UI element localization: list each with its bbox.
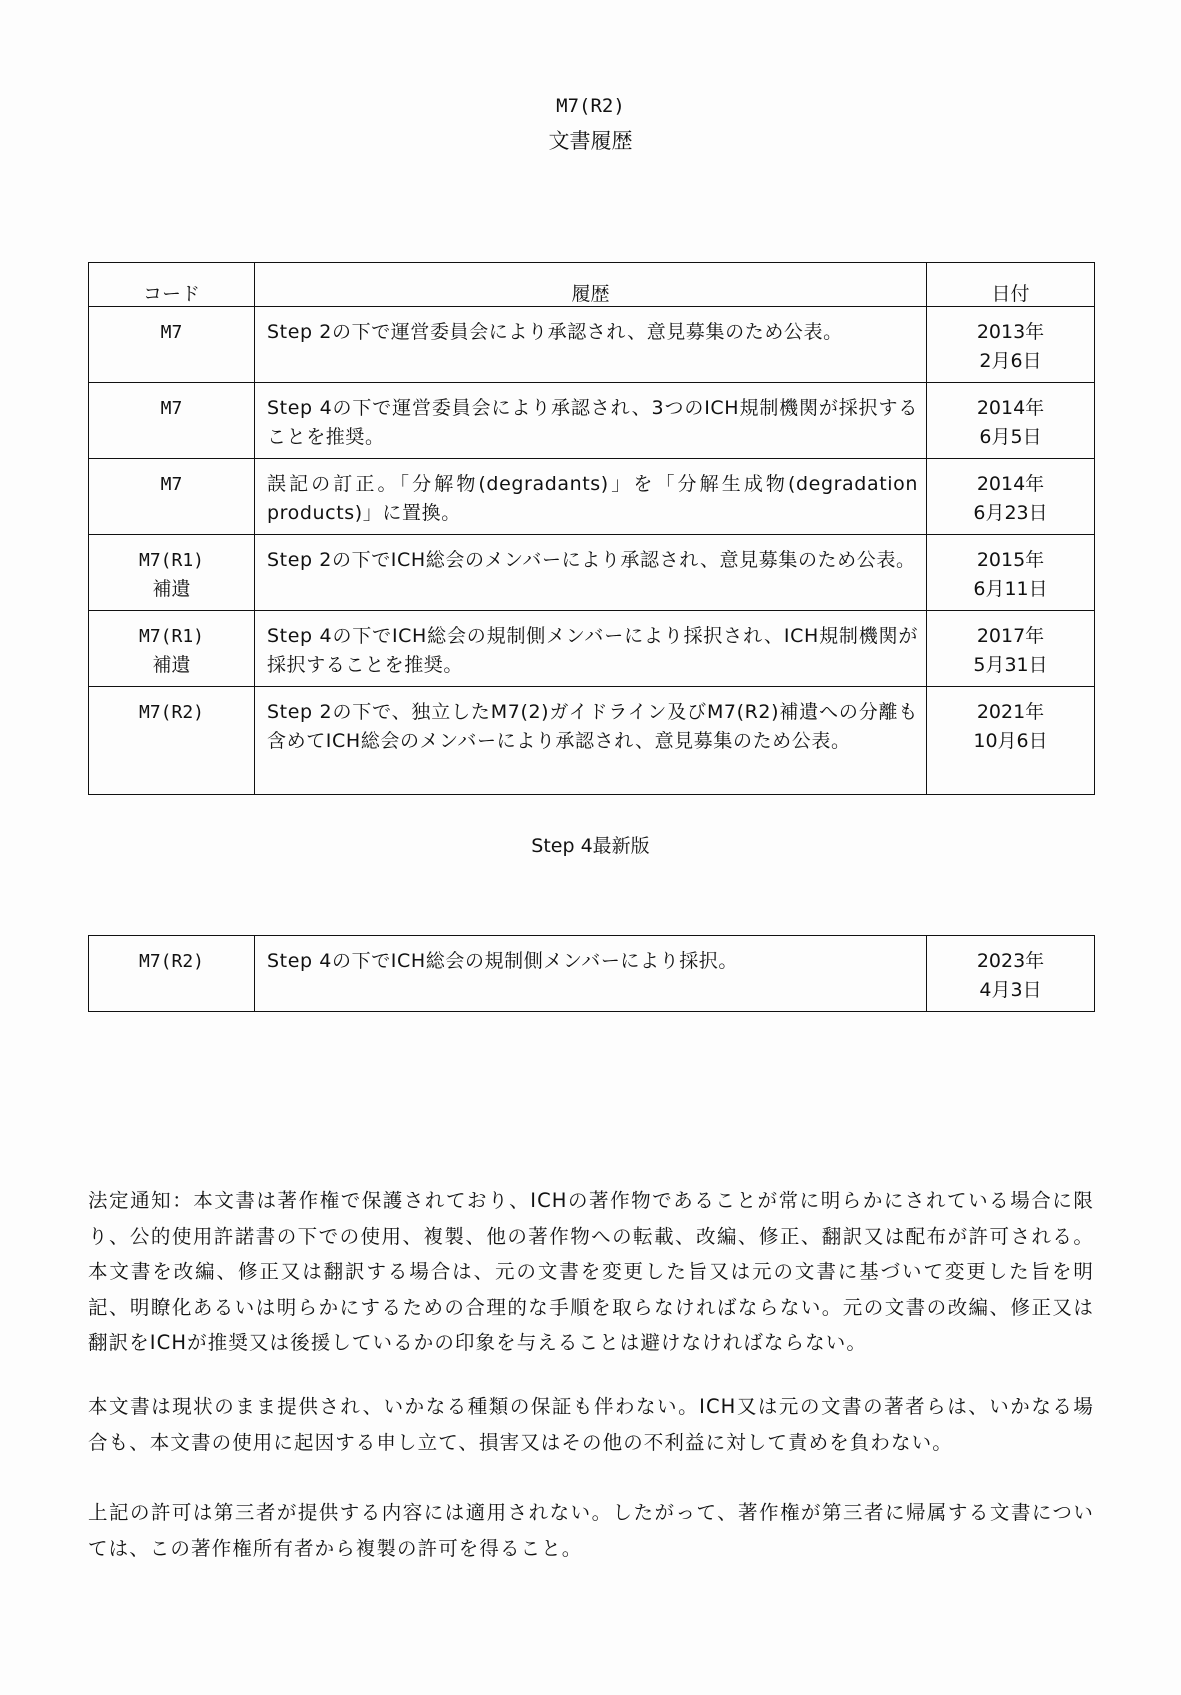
- row-date: [927, 687, 1095, 795]
- latest-version-table: [88, 935, 1095, 1012]
- row-code: [89, 611, 255, 687]
- table-row: [89, 611, 1095, 687]
- code-label: M7: [160, 398, 183, 419]
- row-code: [89, 307, 255, 383]
- code-label: M7(R2): [138, 951, 205, 972]
- latest-version-label: Step 4最新版: [531, 835, 650, 857]
- header-history: 履歴: [255, 263, 927, 307]
- code-label: M7(R2): [138, 702, 205, 723]
- row-history: 誤記の訂正。「分解物(degradants)」を「分解生成物(degradation products)」に置換。: [255, 459, 927, 535]
- row-date: [927, 459, 1095, 535]
- table-row: [89, 383, 1095, 459]
- row-code: [89, 936, 255, 1012]
- table-row: [89, 936, 1095, 1012]
- row-history: Step 4の下でICH総会の規制側メンバーにより採択され、ICH規制機関が採択することを推奨。: [255, 611, 927, 687]
- date-year: 2013年: [976, 321, 1045, 343]
- date-day: 6月23日: [973, 502, 1048, 524]
- date-day: 10月6日: [973, 730, 1048, 752]
- date-year: 2021年: [976, 701, 1045, 723]
- date-year: 2023年: [976, 950, 1045, 972]
- date-day: 6月11日: [973, 578, 1048, 600]
- row-history: Step 2の下でICH総会のメンバーにより承認され、意見募集のため公表。: [255, 535, 927, 611]
- row-date: [927, 535, 1095, 611]
- date-day: 2月6日: [979, 350, 1042, 372]
- date-year: 2014年: [976, 397, 1045, 419]
- code-label: M7(R1): [138, 626, 205, 647]
- code-label: M7: [160, 474, 183, 495]
- code-label: M7: [160, 322, 183, 343]
- row-code: [89, 383, 255, 459]
- date-day: 5月31日: [973, 654, 1048, 676]
- history-table: [88, 262, 1095, 795]
- row-code: [89, 687, 255, 795]
- date-year: 2014年: [976, 473, 1045, 495]
- row-date: [927, 936, 1095, 1012]
- row-date: [927, 611, 1095, 687]
- row-code: [89, 535, 255, 611]
- row-code: [89, 459, 255, 535]
- code-label: M7(R1): [138, 550, 205, 571]
- header-code: コード: [89, 263, 255, 307]
- row-date: [927, 307, 1095, 383]
- row-history: Step 2の下で運営委員会により承認され、意見募集のため公表。: [255, 307, 927, 383]
- table-row: [89, 459, 1095, 535]
- disclaimer-paragraph: 本文書は現状のまま提供され、いかなる種類の保証も伴わない。ICH又は元の文書の著者らは、いかなる場合も、本文書の使用に起因する申し立て、損害又はその他の不利益に対して責めを負わない。: [88, 1395, 1094, 1454]
- row-history: Step 4の下で運営委員会により承認され、3つのICH規制機関が採択することを推奨。: [255, 383, 927, 459]
- table-row: [89, 687, 1095, 795]
- document-title: 文書履歴: [548, 129, 633, 153]
- header-date: 日付: [927, 263, 1095, 307]
- date-day: 6月5日: [979, 426, 1042, 448]
- table-header-row: [89, 263, 1095, 307]
- date-day: 4月3日: [979, 979, 1042, 1001]
- row-date: [927, 383, 1095, 459]
- third-party-paragraph: 上記の許可は第三者が提供する内容には適用されない。したがって、著作権が第三者に帰属する文書については、この著作権所有者から複製の許可を得ること。: [88, 1501, 1094, 1560]
- row-history: Step 4の下でICH総会の規制側メンバーにより採択。: [255, 936, 927, 1012]
- table-row: [89, 307, 1095, 383]
- row-history: Step 2の下で、独立したM7(2)ガイドライン及びM7(R2)補遺への分離も含めてICH総会のメンバーにより承認され、意見募集のため公表。: [255, 687, 927, 795]
- date-year: 2015年: [976, 549, 1045, 571]
- document-code: M7(R2): [556, 95, 625, 117]
- legal-notice-paragraph: 法定通知：本文書は著作権で保護されており、ICHの著作物であることが常に明らかにされている場合に限り、公的使用許諾書の下での使用、複製、他の著作物への転載、改編、修正、翻訳又は配布が許可される。本文書を改編、修正又は翻訳する場合は、元の文書を変更した旨又は元の文書に基づいて変更した旨を明記、明瞭化あるいは明らかにするための合理的な手順を取らなければならない。元の文書の改編、修正又は翻訳をICHが推奨又は後援しているかの印象を与えることは避けなければならない。: [88, 1189, 1094, 1354]
- date-year: 2017年: [976, 625, 1045, 647]
- table-row: [89, 535, 1095, 611]
- code-sub-label: 補遺: [152, 654, 191, 676]
- code-sub-label: 補遺: [152, 578, 191, 600]
